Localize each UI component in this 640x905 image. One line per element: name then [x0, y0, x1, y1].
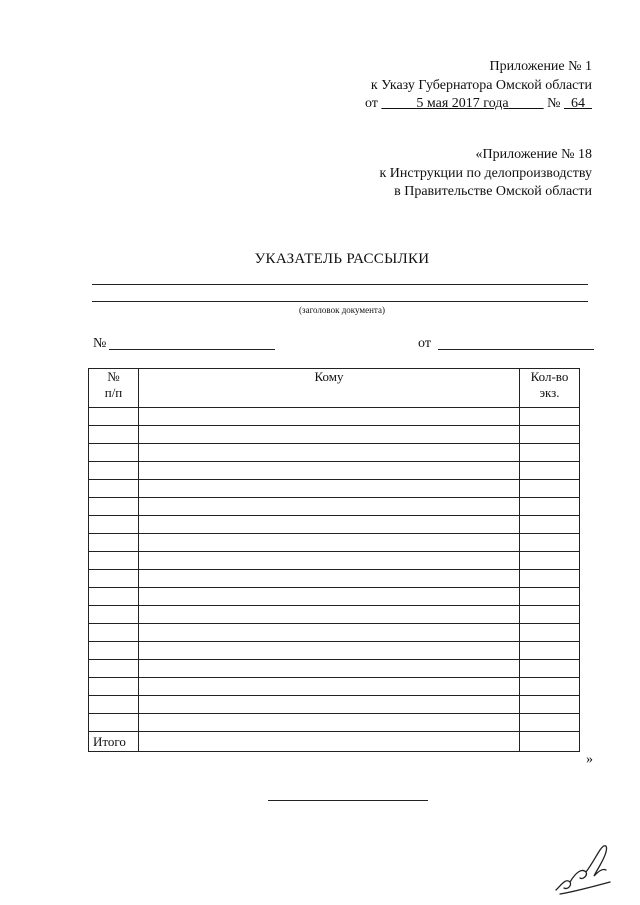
table-row [89, 426, 580, 444]
decree-number: 64 [571, 96, 585, 111]
cell-copies[interactable] [520, 552, 580, 570]
cell-copies[interactable] [520, 570, 580, 588]
cell-copies[interactable] [520, 696, 580, 714]
table-row [89, 408, 580, 426]
cell-number[interactable] [89, 714, 139, 732]
heading-caption: (заголовок документа) [299, 305, 385, 315]
cell-copies[interactable] [520, 462, 580, 480]
cell-number[interactable] [89, 426, 139, 444]
cell-recipient[interactable] [139, 642, 520, 660]
date-prefix: от [364, 96, 378, 111]
cell-recipient[interactable] [139, 444, 520, 462]
cell-copies[interactable] [520, 426, 580, 444]
cell-recipient[interactable] [139, 426, 520, 444]
table-row [89, 444, 580, 462]
decree-date-line [365, 95, 592, 112]
cell-number[interactable] [89, 642, 139, 660]
table-row [89, 480, 580, 498]
cell-number[interactable] [89, 588, 139, 606]
distribution-table [88, 368, 580, 752]
cell-recipient[interactable] [139, 408, 520, 426]
table-row [89, 570, 580, 588]
cell-copies[interactable] [520, 498, 580, 516]
cell-number[interactable] [89, 696, 139, 714]
table-row [89, 516, 580, 534]
table-row [89, 534, 580, 552]
column-header-copies: Кол-во экз. [520, 369, 580, 408]
page-title: УКАЗАТЕЛЬ РАССЫЛКИ [254, 251, 430, 267]
cell-recipient[interactable] [139, 714, 520, 732]
cell-number[interactable] [89, 444, 139, 462]
table-row [89, 696, 580, 714]
cell-copies[interactable] [520, 714, 580, 732]
cell-copies[interactable] [520, 516, 580, 534]
cell-number[interactable] [89, 480, 139, 498]
cell-copies[interactable] [520, 588, 580, 606]
cell-recipient[interactable] [139, 462, 520, 480]
cell-recipient[interactable] [139, 480, 520, 498]
cell-number[interactable] [89, 462, 139, 480]
cell-recipient[interactable] [139, 552, 520, 570]
table-row [89, 498, 580, 516]
decree-date: 5 мая 2017 года [416, 96, 509, 111]
table-row [89, 588, 580, 606]
table-total-row [89, 732, 580, 752]
column-header-number: № п/п [89, 369, 139, 408]
decree-reference: к Указу Губернатора Омской области [370, 78, 592, 93]
total-copies[interactable] [520, 732, 580, 752]
appendix-label: Приложение № 1 [489, 59, 592, 74]
cell-number[interactable] [89, 552, 139, 570]
doc-number-label: № [93, 336, 107, 351]
cell-number[interactable] [89, 534, 139, 552]
cell-number[interactable] [89, 408, 139, 426]
column-header-recipient: Кому [139, 369, 520, 408]
cell-recipient[interactable] [139, 588, 520, 606]
cell-copies[interactable] [520, 660, 580, 678]
cell-copies[interactable] [520, 678, 580, 696]
table-row [89, 606, 580, 624]
heading-line-2 [92, 301, 588, 302]
table-row [89, 678, 580, 696]
cell-recipient[interactable] [139, 696, 520, 714]
table-row [89, 660, 580, 678]
cell-recipient[interactable] [139, 516, 520, 534]
doc-date-field[interactable] [438, 349, 594, 350]
cell-copies[interactable] [520, 606, 580, 624]
cell-number[interactable] [89, 516, 139, 534]
cell-copies[interactable] [520, 534, 580, 552]
cell-recipient[interactable] [139, 498, 520, 516]
table-header-row [89, 369, 580, 408]
instruction-line-3: в Правительстве Омской области [394, 184, 592, 199]
table-row [89, 714, 580, 732]
table-row [89, 642, 580, 660]
closing-quote: » [586, 752, 593, 767]
handwritten-signature [552, 838, 614, 896]
total-recipient[interactable] [139, 732, 520, 752]
cell-copies[interactable] [520, 444, 580, 462]
cell-recipient[interactable] [139, 624, 520, 642]
cell-recipient[interactable] [139, 678, 520, 696]
cell-number[interactable] [89, 498, 139, 516]
table-row [89, 552, 580, 570]
cell-recipient[interactable] [139, 660, 520, 678]
cell-copies[interactable] [520, 408, 580, 426]
instruction-line-2: к Инструкции по делопроизводству [379, 166, 592, 181]
cell-number[interactable] [89, 624, 139, 642]
cell-recipient[interactable] [139, 534, 520, 552]
table-row [89, 462, 580, 480]
signature-line [268, 800, 428, 801]
cell-recipient[interactable] [139, 570, 520, 588]
number-label: № [547, 96, 561, 111]
cell-copies[interactable] [520, 624, 580, 642]
cell-recipient[interactable] [139, 606, 520, 624]
heading-line-1 [92, 284, 588, 285]
cell-copies[interactable] [520, 480, 580, 498]
cell-number[interactable] [89, 678, 139, 696]
cell-number[interactable] [89, 606, 139, 624]
cell-number[interactable] [89, 570, 139, 588]
total-label: Итого [89, 732, 139, 752]
doc-date-label: от [418, 336, 431, 351]
cell-number[interactable] [89, 660, 139, 678]
table-row [89, 624, 580, 642]
cell-copies[interactable] [520, 642, 580, 660]
doc-number-field[interactable] [109, 349, 275, 350]
instruction-appendix-label: «Приложение № 18 [475, 147, 592, 162]
